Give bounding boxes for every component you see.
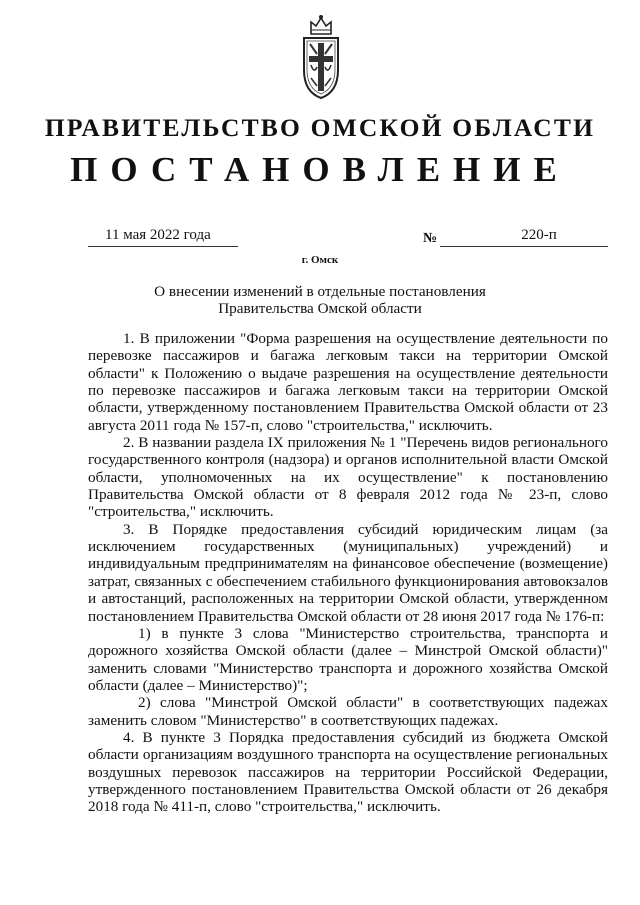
coat-of-arms-emblem xyxy=(296,12,346,102)
document-type-title: ПОСТАНОВЛЕНИЕ xyxy=(70,150,570,189)
document-date: 11 мая 2022 года xyxy=(88,227,238,247)
paragraph-3-item-2: 2) слова "Минстрой Омской области" в соответствующих падежах заменить словом "Министерство" в соответствующих падежах. xyxy=(88,694,608,729)
subject-line-2: Правительства Омской области xyxy=(218,300,422,318)
paragraph-4: 4. В пункте 3 Порядка предоставления субсидий из бюджета Омской области организациям воздушного транспорта на осуществление региональных воздушных перевозок пассажиров на территории Российской Федерации, утвержденного постановлением Правительства Омской области от 26 декабря 2018 года № 411-п, слово "строительства," исключить. xyxy=(88,728,608,816)
subject-line-1: О внесении изменений в отдельные постановления xyxy=(154,283,486,300)
organization-title: ПРАВИТЕЛЬСТВО ОМСКОЙ ОБЛАСТИ xyxy=(44,113,596,142)
document-subject xyxy=(0,283,640,318)
paragraph-2: 2. В названии раздела IX приложения № 1 "Перечень видов регионального государственного контроля (надзора) и органов исполнительной власти Омской области, уполномоченных на их осуществление" к постановлению Правительства Омской области от 8 февраля 2012 года № 23-п, слово "строительства," исключить. xyxy=(88,434,608,521)
document-body xyxy=(88,330,608,816)
city-name: г. Омск xyxy=(301,254,339,266)
paragraph-3-item-1: 1) в пункте 3 слова "Министерство строительства, транспорта и дорожного хозяйства Омской области (далее – Минстрой Омской области)" заменить словами "Министерство транспорта и дорожного хозяйства Омской области (далее – Министерство)"; xyxy=(88,624,608,694)
paragraph-1: 1. В приложении "Форма разрешения на осуществление деятельности по перевозке пассажиров и багажа легковым такси на территории Омской области" к Положению о выдаче разрешения на осуществление деятельности по перевозке пассажиров и багажа легковым такси на территории Омской области, утвержденному постановлением Правительства Омской области от 23 августа 2011 года № 157-п, слово "строительства," исключить. xyxy=(88,330,608,434)
number-label: № xyxy=(423,231,438,246)
document-number: 220-п xyxy=(440,227,608,247)
paragraph-3: 3. В Порядке предоставления субсидий юридическим лицам (за исключением государственных (муниципальных) учреждений) и индивидуальным предпринимателям на финансовое обеспечение (возмещение) затрат, связанных с обеспечением стабильного функционирования автовокзалов и автостанций, расположенных на территории Омской области, утвержденном постановлением Правительства Омской области от 28 июня 2017 года № 176-п: xyxy=(88,520,608,625)
